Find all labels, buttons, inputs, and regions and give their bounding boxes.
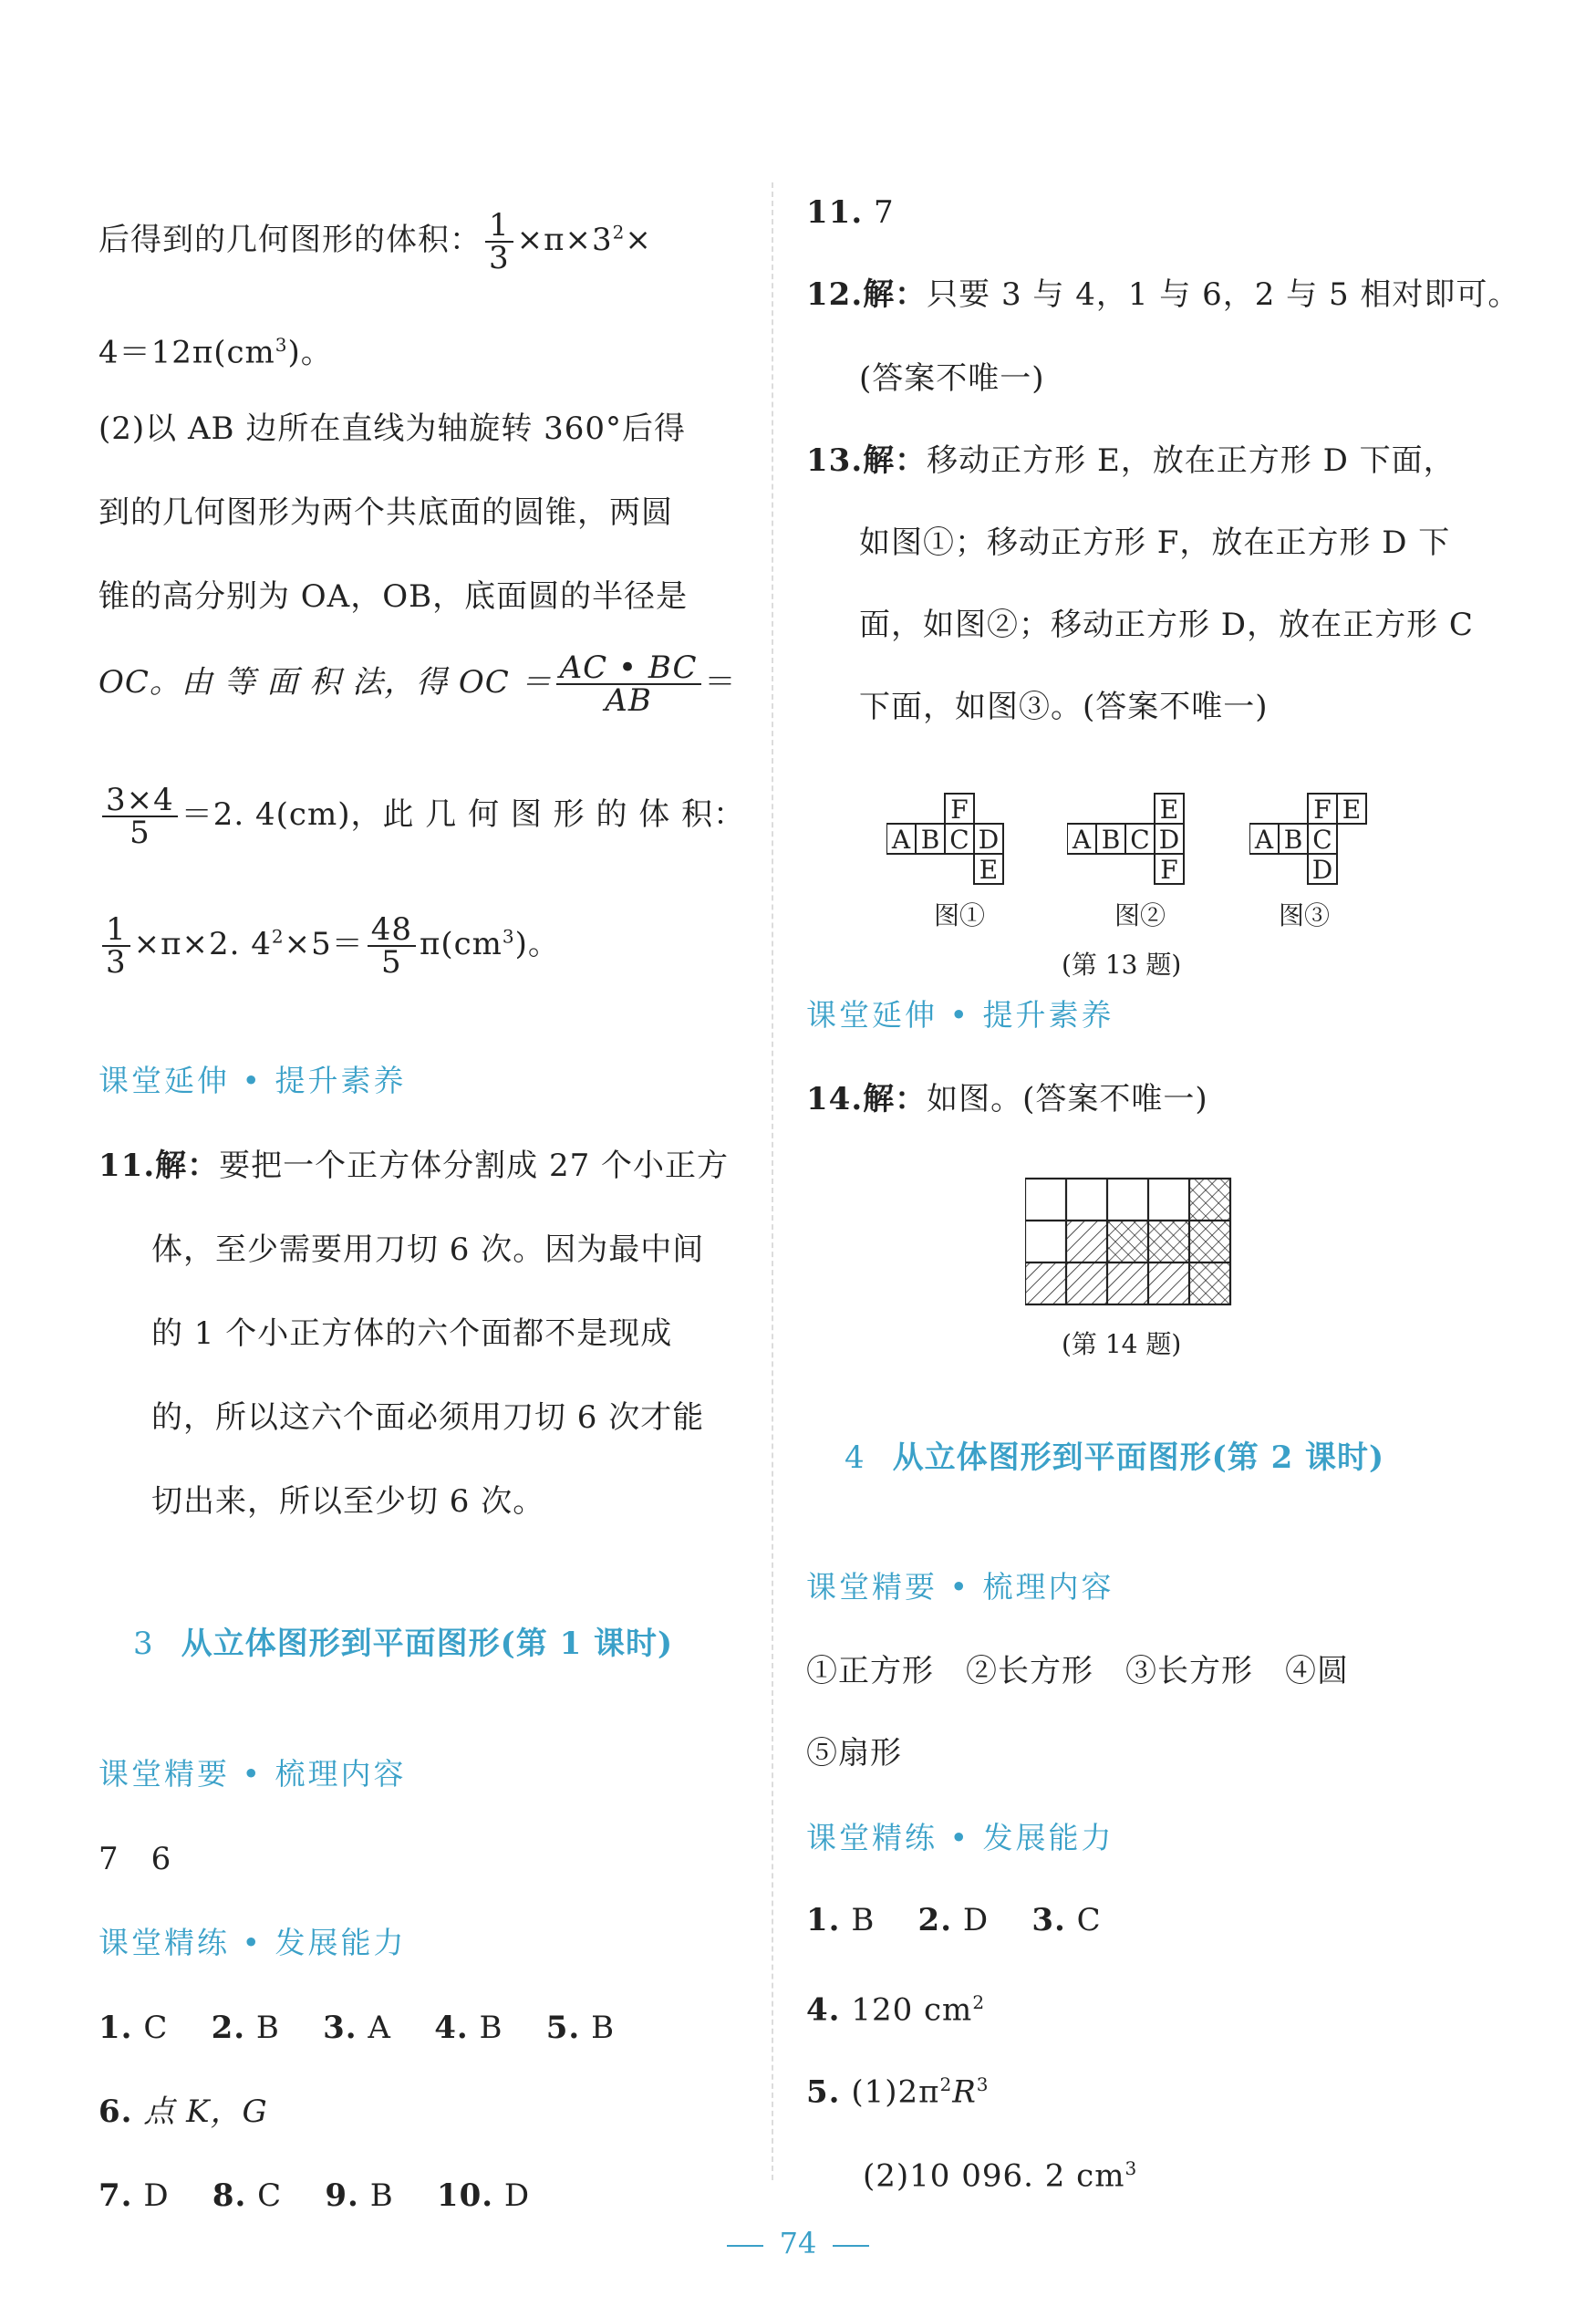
column-divider [772,182,773,2180]
fraction: $\frac{48}{5}$ [368,914,416,978]
net-label: D [1311,855,1333,885]
text-line: (2)以 AB 边所在直线为轴旋转 360°后得 [98,410,687,447]
section-heading: 课堂精练 • 发展能力 [806,1820,1114,1855]
net-label: B [1283,825,1303,855]
answer-row: 6. 点 K，G [98,2094,268,2130]
fraction: $\frac{3\times 4}{5}$ [102,784,178,848]
question-12: 12.解：只要 3 与 4，1 与 6，2 与 5 相对即可。 [806,276,1520,313]
answer-line: (2)10 096. 2 $cm^3$ [863,2157,1138,2195]
text-line: 切出来，所以至少切 6 次。 [151,1483,545,1520]
text-line: 后得到的几何图形的体积： $\frac{1}{3}$ $\times\pi\times 3^2\times$ [98,207,652,276]
net-label: E [979,855,999,885]
shaded-grid [1025,1177,1237,1306]
net-label: E [1159,795,1179,825]
text-line: $\frac{1}{3}$ ×π×2. $4^2\times 5=$ $\frac{48}{5}$ $\pi(cm^3)$。 [98,914,560,978]
answer-row: 7. D 8. C 9. B 10. D [98,2177,531,2214]
text-line: 如图①；移动正方形 F，放在正方形 D 下 [859,525,1451,561]
answer-line: 5. $(1)2\pi^2R^3$ [806,2073,990,2111]
figure-14-grid [1025,1177,1237,1310]
section-heading: 课堂延伸 • 提升素养 [98,1063,407,1098]
answer-row: 1. C 2. B 3. A 4. B 5. B [98,2010,616,2046]
answer-line: ⑤扇形 [806,1735,902,1772]
net-label: F [950,795,969,825]
section-heading: 课堂精要 • 梳理内容 [806,1569,1114,1605]
text-line: 的，所以这六个面必须用刀切 6 次才能 [151,1399,705,1436]
page-number-dash-left [727,2245,763,2247]
answer-line: ①正方形 ②长方形 ③长方形 ④圆 [806,1653,1349,1689]
section-heading: 课堂延伸 • 提升素养 [806,997,1114,1033]
figure-caption: 图② [1114,900,1166,930]
net-label: B [920,825,940,855]
text-line: $\frac{3\times 4}{5}$ ＝2. 4(cm)，此 几 何 图 形 的 体 积： [98,784,745,848]
figure-2-net [1067,792,1195,896]
chapter-title: 3 从立体图形到平面图形(第 1 课时) [133,1626,674,1662]
net-label: A [891,825,911,855]
section-heading: 课堂精练 • 发展能力 [98,1925,407,1960]
figure-caption: 图① [934,900,986,930]
text-line: 到的几何图形为两个共底面的圆锥，两圆 [98,494,673,531]
text-line: 面，如图②；移动正方形 D，放在正方形 C [859,607,1474,643]
page-number [0,2226,1596,2260]
cube-net-1 [886,792,1014,892]
section-heading: 课堂精要 • 梳理内容 [98,1756,407,1792]
figure-1-net [886,792,1014,896]
fraction: $\frac{1}{3}$ [485,210,513,274]
net-label: F [1160,855,1178,885]
net-label: C [1312,825,1332,855]
question-14: 14.解：如图。(答案不唯一) [806,1081,1208,1117]
net-label: E [1342,795,1362,825]
net-label: A [1072,825,1092,855]
text-line: 体，至少需要用刀切 6 次。因为最中间 [151,1231,705,1268]
net-label: C [1130,825,1150,855]
text-line: $4=12\pi(cm^3)$。 [98,334,333,371]
text-line: 锥的高分别为 OA，OB，底面圆的半径是 [98,578,689,615]
answer-line: 11. 7 [806,194,895,231]
cube-net-3 [1249,792,1377,892]
text-line: 下面，如图③。(答案不唯一) [859,689,1269,725]
question-13: 13.解：移动正方形 E，放在正方形 D 下面， [806,442,1456,479]
cube-net-2 [1067,792,1195,892]
figure-caption: (第 14 题) [1062,1329,1182,1359]
figure-caption: 图③ [1279,900,1331,930]
answer-row: 1. B 2. D 3. C [806,1902,1102,1938]
chapter-title: 4 从立体图形到平面图形(第 2 课时) [845,1439,1385,1476]
text-line: (答案不唯一) [859,360,1045,397]
fraction: $\frac{AC • BC}{AB}$ [556,652,701,716]
net-label: D [978,825,1000,855]
answer-line: 7 6 [98,1841,172,1877]
figure-caption: (第 13 题) [1062,950,1182,980]
net-label: A [1254,825,1274,855]
question-11: 11.解：要把一个正方体分割成 27 个小正方 [98,1148,730,1184]
answer-line: 4. 120 $cm^2$ [806,1991,986,2029]
net-label: C [949,825,969,855]
net-label: D [1158,825,1180,855]
page-number-dash-right [833,2245,869,2247]
page-number-text: 74 [779,2226,817,2260]
net-label: F [1313,795,1332,825]
figure-3-net [1249,792,1377,896]
text-line: 的 1 个小正方体的六个面都不是现成 [151,1315,673,1352]
fraction: $\frac{1}{3}$ [102,914,130,978]
net-label: B [1101,825,1121,855]
text-line: OC。由 等 面 积 法，得 OC ＝ $\frac{AC • BC}{AB}$ ＝ [98,649,737,719]
